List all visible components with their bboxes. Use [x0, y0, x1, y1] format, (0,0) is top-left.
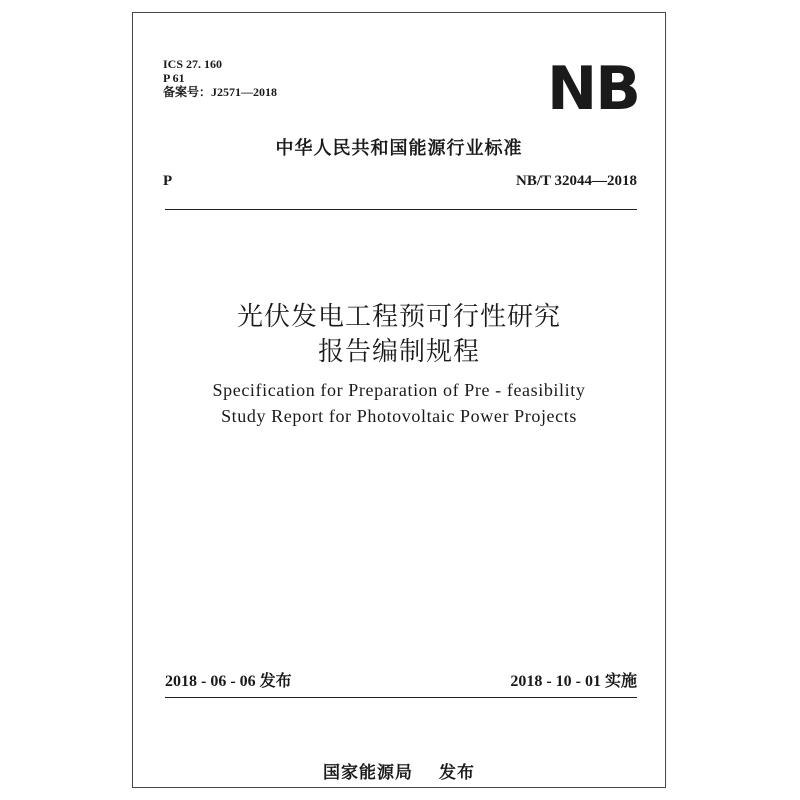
standard-code: NB/T 32044—2018 — [516, 173, 637, 189]
issue-date: 2018 - 06 - 06 发布 — [165, 673, 292, 690]
industry-standard-heading: 中华人民共和国能源行业标准 — [275, 138, 523, 159]
ics-number: ICS 27. 160 — [163, 57, 223, 71]
publisher-name: 国家能源局 — [323, 763, 413, 783]
title-english-line-2: Study Report for Photovoltaic Power Projects — [221, 406, 577, 426]
top-divider — [165, 209, 637, 210]
classification-code: P 61 — [163, 71, 185, 85]
classification-letter: P — [163, 173, 173, 189]
title-english-line-1: Specification for Preparation of Pre - feasibility — [212, 380, 586, 400]
record-number: 备案号：J2571—2018 — [163, 85, 278, 99]
bottom-divider — [165, 697, 637, 698]
title-chinese-line-1: 光伏发电工程预可行性研究 — [236, 302, 561, 331]
effective-date: 2018 - 10 - 01 实施 — [510, 673, 637, 690]
publisher-line — [133, 758, 665, 783]
standard-metadata — [163, 57, 277, 99]
nb-logo: NB — [547, 54, 639, 124]
document-cover — [132, 12, 666, 788]
title-chinese-line-2: 报告编制规程 — [317, 337, 480, 366]
publish-action: 发布 — [439, 763, 475, 783]
